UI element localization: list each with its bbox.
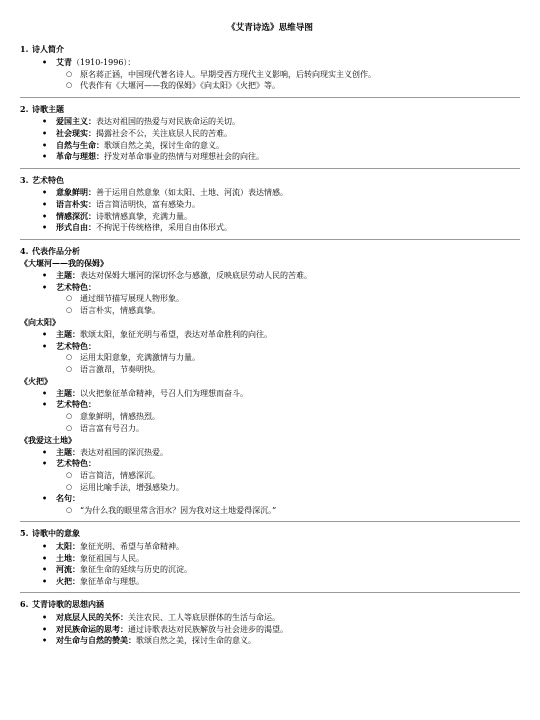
item-label: 艾青: [56, 57, 72, 68]
item-separator: ：: [72, 564, 80, 575]
list-item: • 名句：: [42, 493, 520, 505]
list-item: [42, 553, 520, 565]
section-number: 5.: [20, 528, 29, 539]
bullet-list: [20, 57, 520, 92]
section-title: 诗歌中的意象: [32, 528, 80, 539]
list-item: [42, 187, 520, 199]
item-label: 主题: [56, 328, 72, 339]
section-title: 诗歌主题: [32, 103, 64, 114]
list-item: [42, 329, 520, 341]
section-imagery: [20, 528, 520, 593]
item-label: 河流: [56, 564, 72, 575]
bullet-list: [20, 388, 520, 434]
item-text: 表达对祖国的热爱与对民族命运的关切。: [96, 117, 240, 127]
item-label: 对民族命运的思考: [56, 623, 120, 634]
list-item: [42, 128, 520, 140]
bullet-list: [20, 541, 520, 587]
list-item: • 艺术特色：: [42, 399, 520, 411]
list-item: [42, 612, 520, 624]
list-item: [42, 635, 520, 647]
item-label: 自然与生命: [56, 139, 96, 150]
list-item: [42, 140, 520, 152]
list-item: • 艺术特色：: [42, 282, 520, 294]
section-number: 1.: [20, 44, 29, 55]
work-title: 《火把》: [20, 376, 52, 387]
item-separator: ：: [120, 611, 128, 622]
item-text: 揭露社会不公，关注底层人民的苦难。: [96, 129, 232, 139]
list-item: [42, 211, 520, 223]
section-art-features: [20, 175, 520, 240]
list-item: [42, 57, 520, 69]
list-item: [42, 116, 520, 128]
work-title: 《我爱这土地》: [20, 435, 76, 446]
item-separator: ：: [88, 187, 96, 198]
item-label: 对生命与自然的赞美: [56, 635, 128, 646]
sub-list-item: ○ 语言富有号召力。: [66, 423, 520, 435]
item-separator: ：: [96, 151, 104, 162]
section-title: 代表作品分析: [32, 245, 80, 256]
item-text: 以火把象征革命精神，号召人们为理想而奋斗。: [80, 388, 248, 398]
list-item: [42, 270, 520, 282]
sub-list-item: ○ 运用太阳意象，充满激情与力量。: [66, 352, 520, 364]
section-poem-themes: [20, 104, 520, 169]
sub-list-item: ○ 通过细节描写展现人物形象。: [66, 293, 520, 305]
item-label: 对底层人民的关怀: [56, 611, 120, 622]
bullet-list: [20, 116, 520, 162]
item-label: 形式自由: [56, 222, 88, 233]
item-label: 社会现实: [56, 128, 88, 139]
item-text: 关注农民、工人等底层群体的生活与命运。: [128, 612, 280, 622]
bullet-list: [20, 329, 520, 375]
list-item: • 艺术特色：: [42, 458, 520, 470]
section-title: 艾青诗歌的思想内涵: [32, 599, 104, 610]
item-separator: ：: [72, 575, 80, 586]
bullet-list: [20, 447, 520, 517]
item-text: 歌颂太阳，象征光明与希望，表达对革命胜利的向往。: [80, 329, 272, 339]
item-separator: ：: [72, 387, 80, 398]
item-text: 诗歌情感真挚，充满力量。: [96, 211, 192, 221]
section-title: 诗人简介: [32, 44, 64, 55]
list-item: [42, 576, 520, 588]
item-separator: ：: [88, 198, 96, 209]
quote-line: ○ “为什么我的眼里常含泪水？因为我对这土地爱得深沉。”: [66, 505, 520, 517]
item-text: 象征祖国与人民。: [80, 553, 144, 563]
section-heading: [20, 246, 520, 258]
item-separator: ：: [96, 139, 104, 150]
sub-list-item: ○ 原名蒋正涵，中国现代著名诗人。早期受西方现代主义影响，后转向现实主义创作。: [66, 69, 520, 81]
item-label: 主题: [56, 387, 72, 398]
item-text: 歌颂自然之美，探讨生命的意义。: [136, 636, 256, 646]
item-label: 主题: [56, 269, 72, 280]
work-title: 《向太阳》: [20, 317, 60, 328]
section-heading: [20, 44, 520, 56]
section-number: 4.: [20, 245, 29, 256]
item-separator: ：: [88, 210, 96, 221]
section-number: 3.: [20, 174, 29, 185]
sub-list-item: ○ 语言激昂，节奏明快。: [66, 364, 520, 376]
item-separator: ：: [72, 552, 80, 563]
item-text: 善于运用自然意象（如太阳、土地、河流）表达情感。: [96, 188, 288, 198]
item-separator: ：: [72, 328, 80, 339]
work-title: 《大堰河——我的保姆》: [20, 258, 108, 269]
item-text: 抒发对革命事业的热情与对理想社会的向往。: [104, 152, 264, 162]
item-text: 通过诗歌表达对民族解放与社会进步的渴望。: [128, 624, 288, 634]
item-text: 象征光明、希望与革命精神。: [80, 542, 184, 552]
section-number: 6.: [20, 599, 29, 610]
sub-list-item: ○ 语言简洁，情感深沉。: [66, 470, 520, 482]
item-label: 土地: [56, 552, 72, 563]
section-heading: [20, 104, 520, 116]
item-label: 主题: [56, 446, 72, 457]
list-item: [42, 541, 520, 553]
item-text: （1910-1996）：: [72, 58, 136, 68]
sub-list-item: ○ 代表作有《大堰河——我的保姆》《向太阳》《火把》等。: [66, 80, 520, 92]
sub-list-item: ○ 意象鲜明，情感热烈。: [66, 411, 520, 423]
list-item: [42, 564, 520, 576]
item-label: 火把: [56, 575, 72, 586]
item-separator: ：: [72, 446, 80, 457]
list-item: [42, 388, 520, 400]
item-separator: ：: [128, 635, 136, 646]
item-separator: ：: [88, 128, 96, 139]
item-label: 太阳: [56, 541, 72, 552]
item-label: 革命与理想: [56, 151, 96, 162]
item-label: 爱国主义: [56, 116, 88, 127]
section-heading: [20, 599, 520, 611]
list-item: • 艺术特色：: [42, 341, 520, 353]
item-text: 语言简洁明快，富有感染力。: [96, 199, 200, 209]
list-item: [42, 199, 520, 211]
section-poet-intro: [20, 44, 520, 97]
item-separator: ：: [88, 222, 96, 233]
section-works-analysis: [20, 246, 520, 523]
bullet-list: [20, 187, 520, 233]
document-title: 《艾青诗选》思维导图: [227, 23, 313, 33]
list-item: [42, 222, 520, 234]
section-number: 2.: [20, 103, 29, 114]
item-label: 情感深沉: [56, 210, 88, 221]
item-text: 歌颂自然之美，探讨生命的意义。: [104, 140, 224, 150]
bullet-list: [20, 270, 520, 316]
item-text: 象征革命与理想。: [80, 576, 144, 586]
bullet-list: [20, 612, 520, 647]
item-text: 表达对保姆大堰河的深切怀念与感激，反映底层劳动人民的苦难。: [80, 270, 312, 280]
item-label: 语言朴实: [56, 198, 88, 209]
list-item: [42, 624, 520, 636]
item-text: 表达对祖国的深沉热爱。: [80, 447, 168, 457]
section-heading: [20, 528, 520, 540]
item-text: 象征生命的延续与历史的沉淀。: [80, 565, 192, 575]
item-label: 意象鲜明: [56, 187, 88, 198]
item-text: 不拘泥于传统格律，采用自由体形式。: [96, 223, 232, 233]
list-item: [42, 151, 520, 163]
item-separator: ：: [72, 541, 80, 552]
sub-list-item: ○ 语言朴实，情感真挚。: [66, 305, 520, 317]
section-title: 艺术特色: [32, 174, 64, 185]
item-separator: ：: [120, 623, 128, 634]
item-separator: ：: [88, 116, 96, 127]
item-separator: ：: [72, 269, 80, 280]
section-heading: [20, 175, 520, 187]
list-item: [42, 447, 520, 459]
sub-list-item: ○ 运用比喻手法，增强感染力。: [66, 482, 520, 494]
section-ideology: [20, 599, 520, 651]
